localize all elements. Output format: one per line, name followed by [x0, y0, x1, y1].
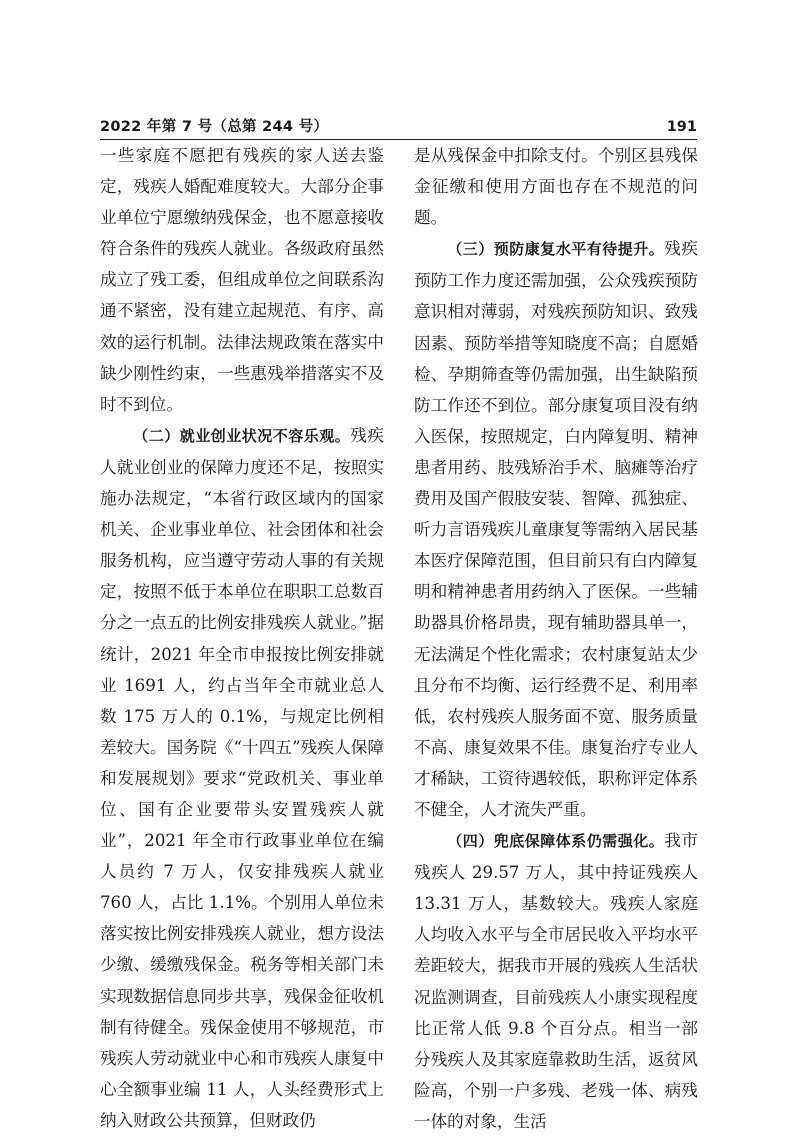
paragraph-body: 残疾预防工作力度还需加强，公众残疾预防意识相对薄弱，对残疾预防知识、致残因素、预防举措等知晓度不高；自愿婚检、孕期筛查等仍需加强，出生缺陷预防工作还不到位。部分康复项目没有纳入医保，按照规定，白内障复明、精神患者用药、肢残矫治手术、脑瘫等治疗费用及国产假肢安装、智障、孤独症、听力言语残疾儿童康复等需纳入居民基本医疗保障范围，但目前只有白内障复明和精神患者用药纳入了医保。一些辅助器具价格昂贵，现有辅助器具单一，无法满足个性化需求；农村康复站太少且分布不均衡、运行经费不足、利用率低，农村残疾人服务面不宽、服务质量不高、康复效果不佳。康复治疗专业人才稀缺，工资待遇较低，职称评定体系不健全，人才流失严重。 — [414, 239, 698, 819]
paragraph — [414, 233, 698, 825]
paragraph — [414, 825, 698, 1137]
section-heading: （三）预防康复水平有待提升。 — [447, 240, 665, 259]
page-number: 191 — [666, 119, 697, 135]
left-column — [100, 140, 384, 1136]
issue-label: 2022 年第 7 号（总第 244 号） — [100, 119, 329, 135]
right-column — [414, 140, 698, 1137]
paragraph: 是从残保金中扣除支付。个别区县残保金征缴和使用方面也存在不规范的问题。 — [414, 146, 698, 228]
paragraph: 一些家庭不愿把有残疾的家人送去鉴定，残疾人婚配难度较大。大部分企事业单位宁愿缴纳残保金，也不愿意接收符合条件的残疾人就业。各级政府虽然成立了残工委，但组成单位之间联系沟通不紧密，没有建立起规范、有序、高效的运行机制。法律法规政策在落实中缺少刚性约束，一些惠残举措落实不及时不到位。 — [100, 146, 384, 414]
paragraph — [100, 420, 384, 1136]
page-header — [100, 116, 697, 138]
section-heading: （四）兜底保障体系仍需强化。 — [447, 832, 665, 851]
section-heading: （二）就业创业状况不容乐观。 — [133, 426, 351, 445]
paragraph-body: 我市残疾人 29.57 万人，其中持证残疾人 13.31 万人，基数较大。残疾人家庭人均收入水平与全市居民收入平均水平差距较大，据我市开展的残疾人生活状况监测调查，目前残疾人小康实现程度比正常人低 9.8 个百分点。相当一部分残疾人及其家庭靠救助生活，返贫风险高，个别一户多残、老残一体、病残一体的对象，生活 — [414, 831, 698, 1131]
paragraph-body: 残疾人就业创业的保障力度还不足，按照实施办法规定，“本省行政区域内的国家机关、企业事业单位、社会团体和社会服务机构，应当遵守劳动人事的有关规定，按照不低于本单位在职职工总数百分之一点五的比例安排残疾人就业。”据统计，2021 年全市申报按比例安排就业 1691 人，约占当年全市就业总人数 175 万人的 0.1%，与规定比例相差较大。国务院《“十四五”残疾人保障和发展规划》要求“党政机关、事业单位、国有企业要带头安置残疾人就业”，2021 年全市行政事业单位在编人员约 7 万人，仅安排残疾人就业 760 人，占比 1.1%。个别用人单位未落实按比例安排残疾人就业，想方设法少缴、缓缴残保金。税务等相关部门未实现数据信息同步共享，残保金征收机制有待健全。残保金使用不够规范，市残疾人劳动就业中心和市残疾人康复中心全额事业编 11 人，人头经费形式上纳入财政公共预算，但财政仍 — [100, 425, 384, 1130]
